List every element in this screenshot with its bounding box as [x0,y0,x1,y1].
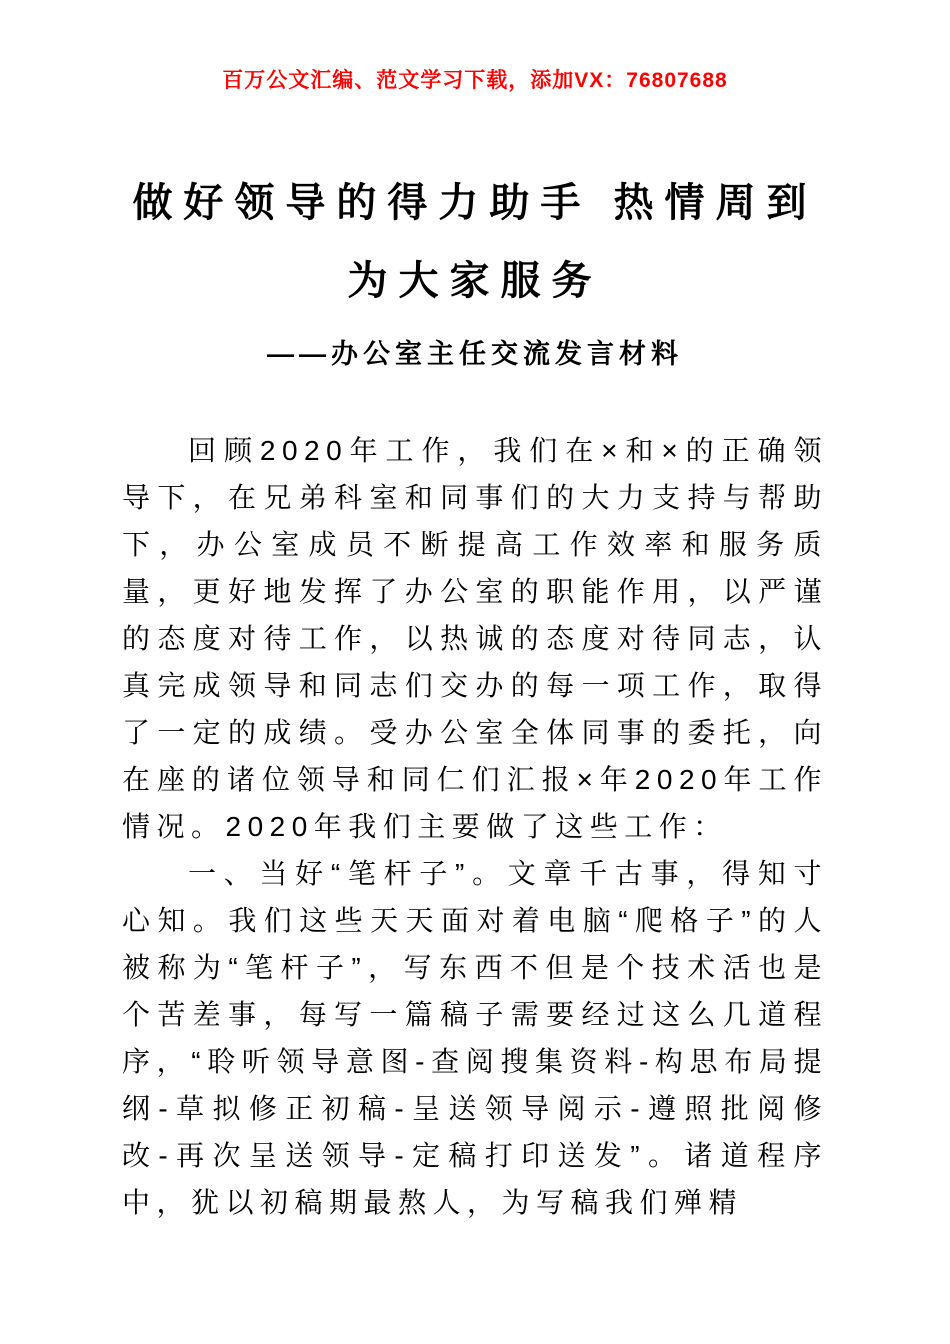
paragraph-intro: 回顾2020年工作，我们在×和×的正确领导下，在兄弟科室和同事们的大力支持与帮助下，办公室成员不断提高工作效率和服务质量，更好地发挥了办公室的职能作用，以严谨的态度对待工作，以热诚的态度对待同志，认真完成领导和同志们交办的每一项工作，取得了一定的成绩。受办公室全体同事的委托，向在座的诸位领导和同仁们汇报×年2020年工作情况。2020年我们主要做了这些工作： [122,435,828,842]
document-title [122,164,828,320]
title-line-1: 做好领导的得力助手 热情周到 [132,181,818,225]
header-promo-note: 百万公文汇编、范文学习下载，添加VX：76807688 [222,69,728,92]
title-line-2: 为大家服务 [347,259,603,303]
paragraph-section-1: 一、当好“笔杆子”。文章千古事，得知寸心知。我们这些天天面对着电脑“爬格子”的人被称为“笔杆子”，写东西不但是个技术活也是个苦差事，每写一篇稿子需要经过这么几道程序，“聆听领导意图-查阅搜集资料-构思布局提纲-草拟修正初稿-呈送领导阅示-遵照批阅修改-再次呈送领导-定稿打印送发”。诸道程序中，犹以初稿期最熬人，为写稿我们殚精 [122,858,828,1218]
document-body [122,427,828,1226]
document-subtitle: ——办公室主任交流发言材料 [267,339,683,369]
